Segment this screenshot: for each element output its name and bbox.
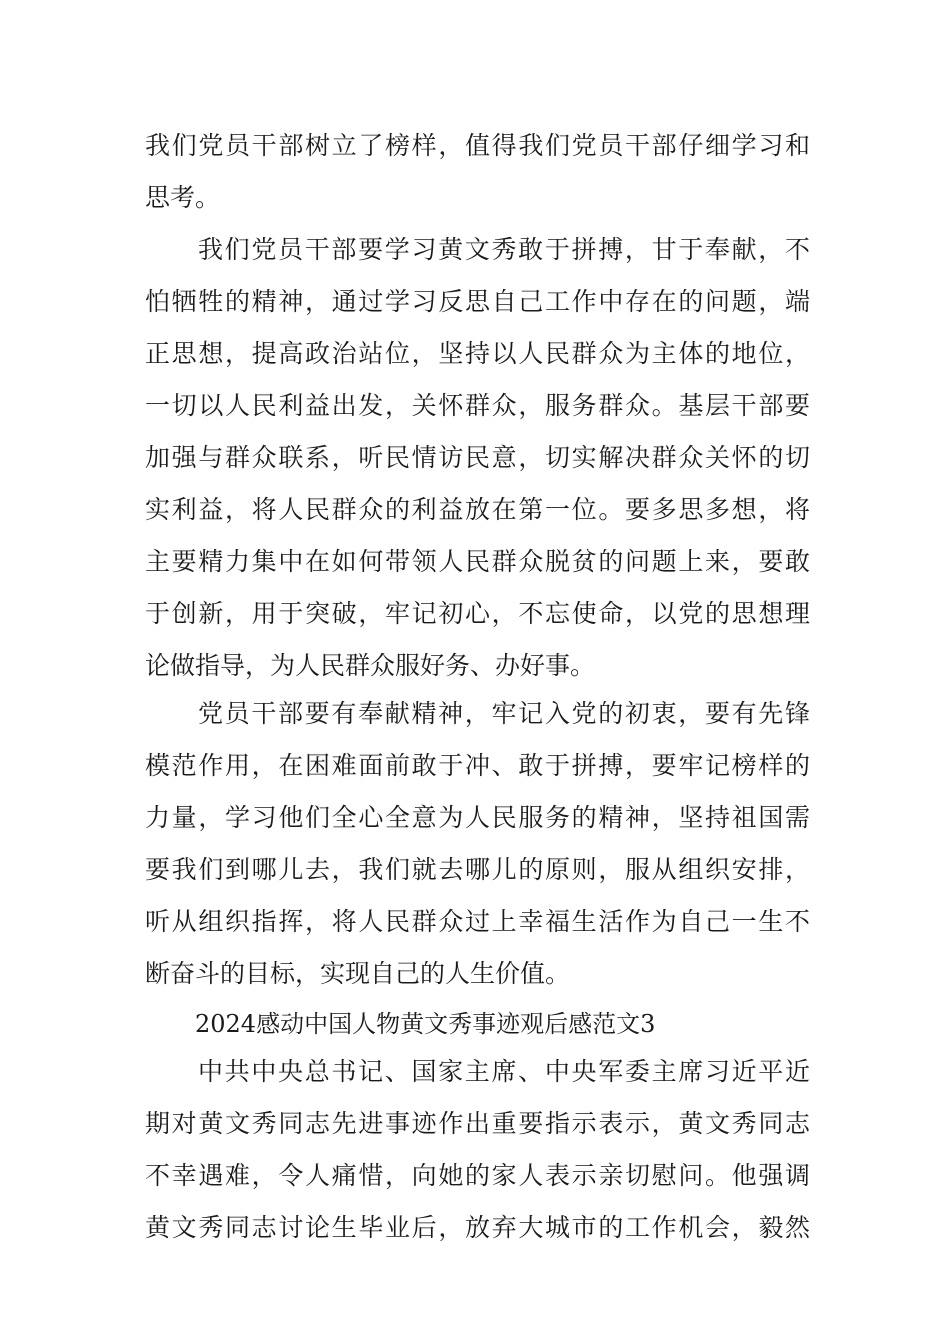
- text-line: 期对黄文秀同志先进事迹作出重要指示表示，黄文秀同志: [145, 1109, 810, 1138]
- text-line: 于创新，用于突破，牢记初心，不忘使命，以党的思想理: [145, 599, 810, 628]
- text-line: 思考。: [145, 183, 221, 212]
- text-line: 力量，学习他们全心全意为人民服务的精神，坚持祖国需: [145, 803, 810, 832]
- text-line: 党员干部要有奉献精神，牢记入党的初衷，要有先锋: [198, 699, 810, 728]
- text-line: 中共中央总书记、国家主席、中央军委主席习近平近: [198, 1057, 810, 1086]
- text-line: 正思想，提高政治站位，坚持以人民群众为主体的地位，: [145, 339, 810, 368]
- text-line: 断奋斗的目标，实现自己的人生价值。: [145, 959, 571, 988]
- text-line: 黄文秀同志讨论生毕业后，放弃大城市的工作机会，毅然: [145, 1213, 810, 1242]
- text-line: 怕牺牲的精神，通过学习反思自己工作中存在的问题，端: [145, 287, 810, 316]
- text-line: 我们党员干部树立了榜样，值得我们党员干部仔细学习和: [145, 131, 810, 160]
- text-line: 加强与群众联系，听民情访民意，切实解决群众关怀的切: [145, 443, 810, 472]
- text-line: 不幸遇难，令人痛惜，向她的家人表示亲切慰问。他强调: [145, 1161, 810, 1190]
- section-heading: 2024感动中国人物黄文秀事迹观后感范文3: [195, 1010, 656, 1038]
- text-line: 听从组织指挥，将人民群众过上幸福生活作为自己一生不: [145, 907, 810, 936]
- text-line: 实利益，将人民群众的利益放在第一位。要多思多想，将: [145, 495, 810, 524]
- text-line: 论做指导，为人民群众服好务、办好事。: [145, 651, 596, 680]
- text-line: 我们党员干部要学习黄文秀敢于拼搏，甘于奉献，不: [198, 235, 810, 264]
- text-line: 要我们到哪儿去，我们就去哪儿的原则，服从组织安排，: [145, 855, 810, 884]
- text-line: 模范作用，在困难面前敢于冲、敢于拼搏，要牢记榜样的: [145, 751, 810, 780]
- text-line: 主要精力集中在如何带领人民群众脱贫的问题上来，要敢: [145, 547, 810, 576]
- text-line: 一切以人民利益出发，关怀群众，服务群众。基层干部要: [145, 391, 810, 420]
